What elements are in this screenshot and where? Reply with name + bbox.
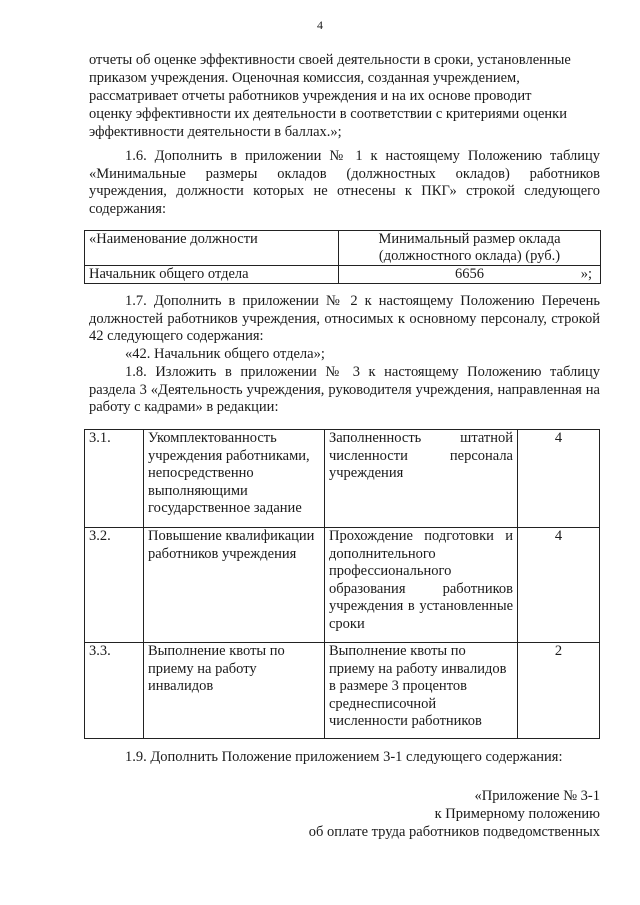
table-cell bbox=[339, 266, 601, 284]
criterion-cell: Укомплектованность учреждения работниками, непосредственно выполняющими государственное задание bbox=[144, 430, 325, 528]
item-1-7: 1.7. Дополнить в приложении № 2 к настоящему Положению Перечень должностей работников учреждения, относимых к основному персоналу, строкой 42 следующего содержания: bbox=[89, 293, 600, 344]
table-row bbox=[85, 266, 601, 284]
salary-value: 6656 bbox=[455, 266, 484, 282]
indicator-cell: Прохождение подготовки и дополнительного профессионального образования работников учреждения в установленные сроки bbox=[325, 528, 518, 643]
criterion-cell: Повышение квалификации работников учреждения bbox=[144, 528, 325, 643]
table-header-cell bbox=[85, 231, 339, 266]
score-cell: 4 bbox=[518, 430, 600, 528]
appendix-line: об оплате труда работников подведомственных bbox=[308, 824, 600, 840]
indicator-cell: Заполненность штатной численности персонала учреждения bbox=[325, 430, 518, 528]
table-row bbox=[85, 643, 600, 739]
row-number-cell: 3.3. bbox=[85, 643, 144, 739]
position-name: Начальник общего отдела bbox=[89, 266, 249, 282]
row-end-mark: »; bbox=[580, 266, 592, 282]
intro-line: эффективности деятельности в баллах.»; bbox=[89, 124, 342, 140]
header-name: «Наименование должности bbox=[89, 231, 258, 247]
table-row bbox=[85, 430, 600, 528]
header-salary-line: Минимальный размер оклада bbox=[378, 231, 561, 247]
score-cell: 4 bbox=[518, 528, 600, 643]
intro-line: рассматривает отчеты работников учреждения и на их основе проводит bbox=[89, 88, 532, 104]
criteria-table bbox=[84, 429, 600, 739]
intro-line: отчеты об оценке эффективности своей деятельности в сроки, установленные bbox=[89, 52, 571, 68]
item-1-9: 1.9. Дополнить Положение приложением 3-1 следующего содержания: bbox=[125, 749, 563, 765]
criterion-cell: Выполнение квоты по приему на работу инвалидов bbox=[144, 643, 325, 739]
row-number-cell: 3.2. bbox=[85, 528, 144, 643]
page-number: 4 bbox=[317, 18, 323, 32]
salary-table bbox=[84, 230, 601, 284]
intro-line: оценку эффективности их деятельности в соответствии с критериями оценки bbox=[89, 106, 567, 122]
indicator-cell: Выполнение квоты по приему на работу инвалидов в размере 3 процентов среднесписочной численности работников bbox=[325, 643, 518, 739]
table-row bbox=[85, 528, 600, 643]
score-cell: 2 bbox=[518, 643, 600, 739]
table-cell bbox=[85, 266, 339, 284]
row-number-cell: 3.1. bbox=[85, 430, 144, 528]
appendix-line: к Примерному положению bbox=[434, 806, 600, 822]
item-1-6: 1.6. Дополнить в приложении № 1 к настоящему Положению таблицу «Минимальные размеры окладов (должностных окладов) работников учреждения, должности которых не отнесены к ПКГ» строкой следующего содержания: bbox=[89, 148, 600, 217]
table-row bbox=[85, 231, 601, 266]
appendix-line: «Приложение № 3-1 bbox=[474, 788, 600, 804]
table-header-cell bbox=[339, 231, 601, 266]
item-1-8: 1.8. Изложить в приложении № 3 к настоящему Положению таблицу раздела 3 «Деятельность учреждения, руководителя учреждения, направленная на работу с кадрами» в редакции: bbox=[89, 364, 600, 415]
intro-line: приказом учреждения. Оценочная комиссия, созданная учреждением, bbox=[89, 70, 520, 86]
header-salary-line: (должностного оклада) (руб.) bbox=[378, 248, 561, 264]
item-42: «42. Начальник общего отдела»; bbox=[125, 346, 325, 362]
